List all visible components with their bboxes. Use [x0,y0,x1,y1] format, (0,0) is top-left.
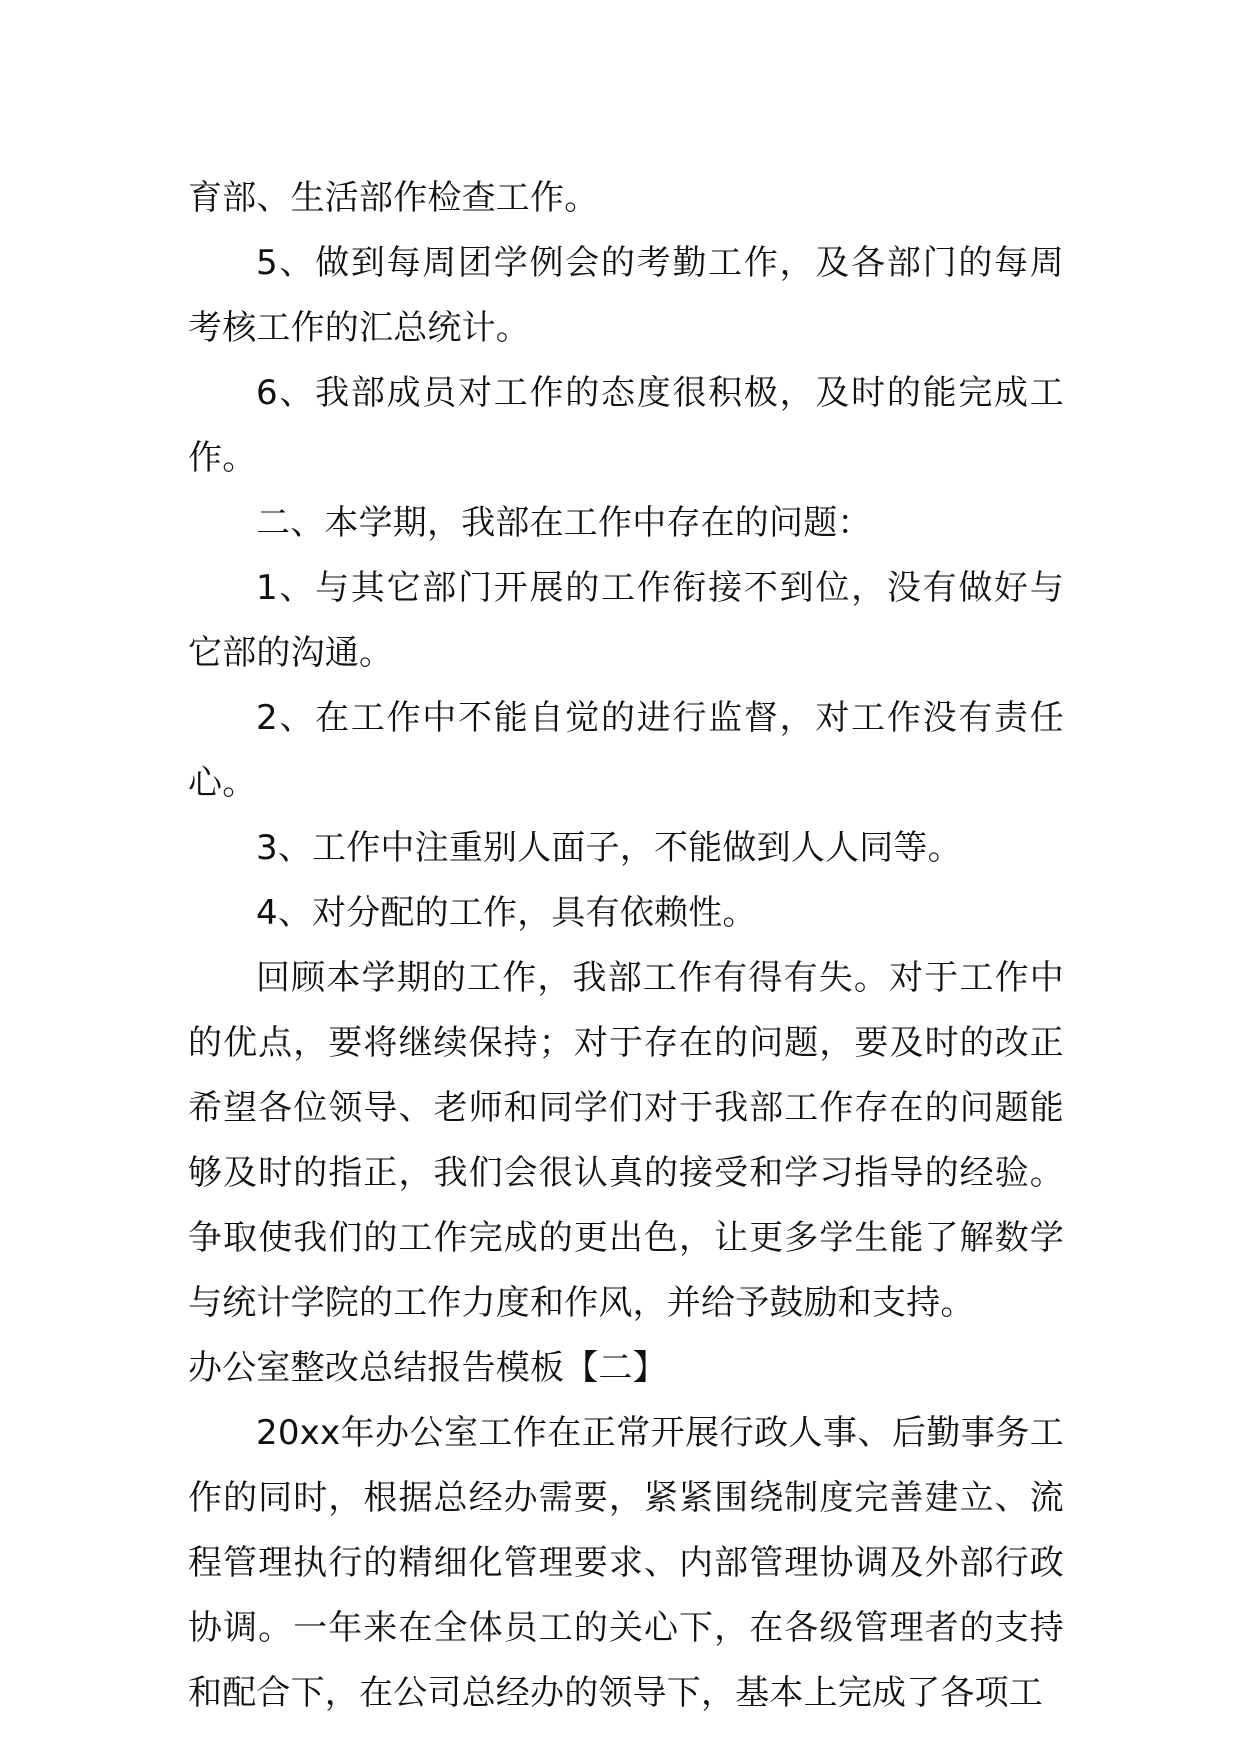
paragraph-problem-2: 2、在工作中不能自觉的进行监督，对工作没有责任心。 [188,698,1064,803]
paragraph-item-5: 5、做到每周团学例会的考勤工作，及各部门的每周考核工作的汇总统计。 [188,243,1064,348]
paragraph-problems-heading: 二、本学期，我部在工作中存在的问题： [256,503,872,543]
paragraph-section-intro: 20xx年办公室工作在正常开展行政人事、后勤事务工作的同时，根据总经办需要，紧紧围绕制度完善建立、流程管理执行的精细化管理要求、内部管理协调及外部行政协调。一年来在全体员工的关心下，在各级管理者的支持和配合下，在公司总经办的领导下，基本上完成了各项工 [188,1413,1064,1713]
paragraph-problem-4: 4、对分配的工作，具有依赖性。 [256,893,757,933]
paragraph-problem-3: 3、工作中注重别人面子，不能做到人人同等。 [256,828,962,868]
document-body [188,166,1064,1726]
paragraph-review: 回顾本学期的工作，我部工作有得有失。对于工作中的优点，要将继续保持；对于存在的问题，要及时的改正希望各位领导、老师和同学们对于我部工作存在的问题能够及时的指正，我们会很认真的接受和学习指导的经验。争取使我们的工作完成的更出色，让更多学生能了解数学与统计学院的工作力度和作风，并给予鼓励和支持。 [188,958,1064,1323]
paragraph-item-6: 6、我部成员对工作的态度很积极，及时的能完成工作。 [188,373,1064,478]
paragraph-continuation: 育部、生活部作检查工作。 [188,178,599,218]
section-title: 办公室整改总结报告模板【二】 [188,1348,667,1388]
paragraph-problem-1: 1、与其它部门开展的工作衔接不到位，没有做好与它部的沟通。 [188,568,1064,673]
